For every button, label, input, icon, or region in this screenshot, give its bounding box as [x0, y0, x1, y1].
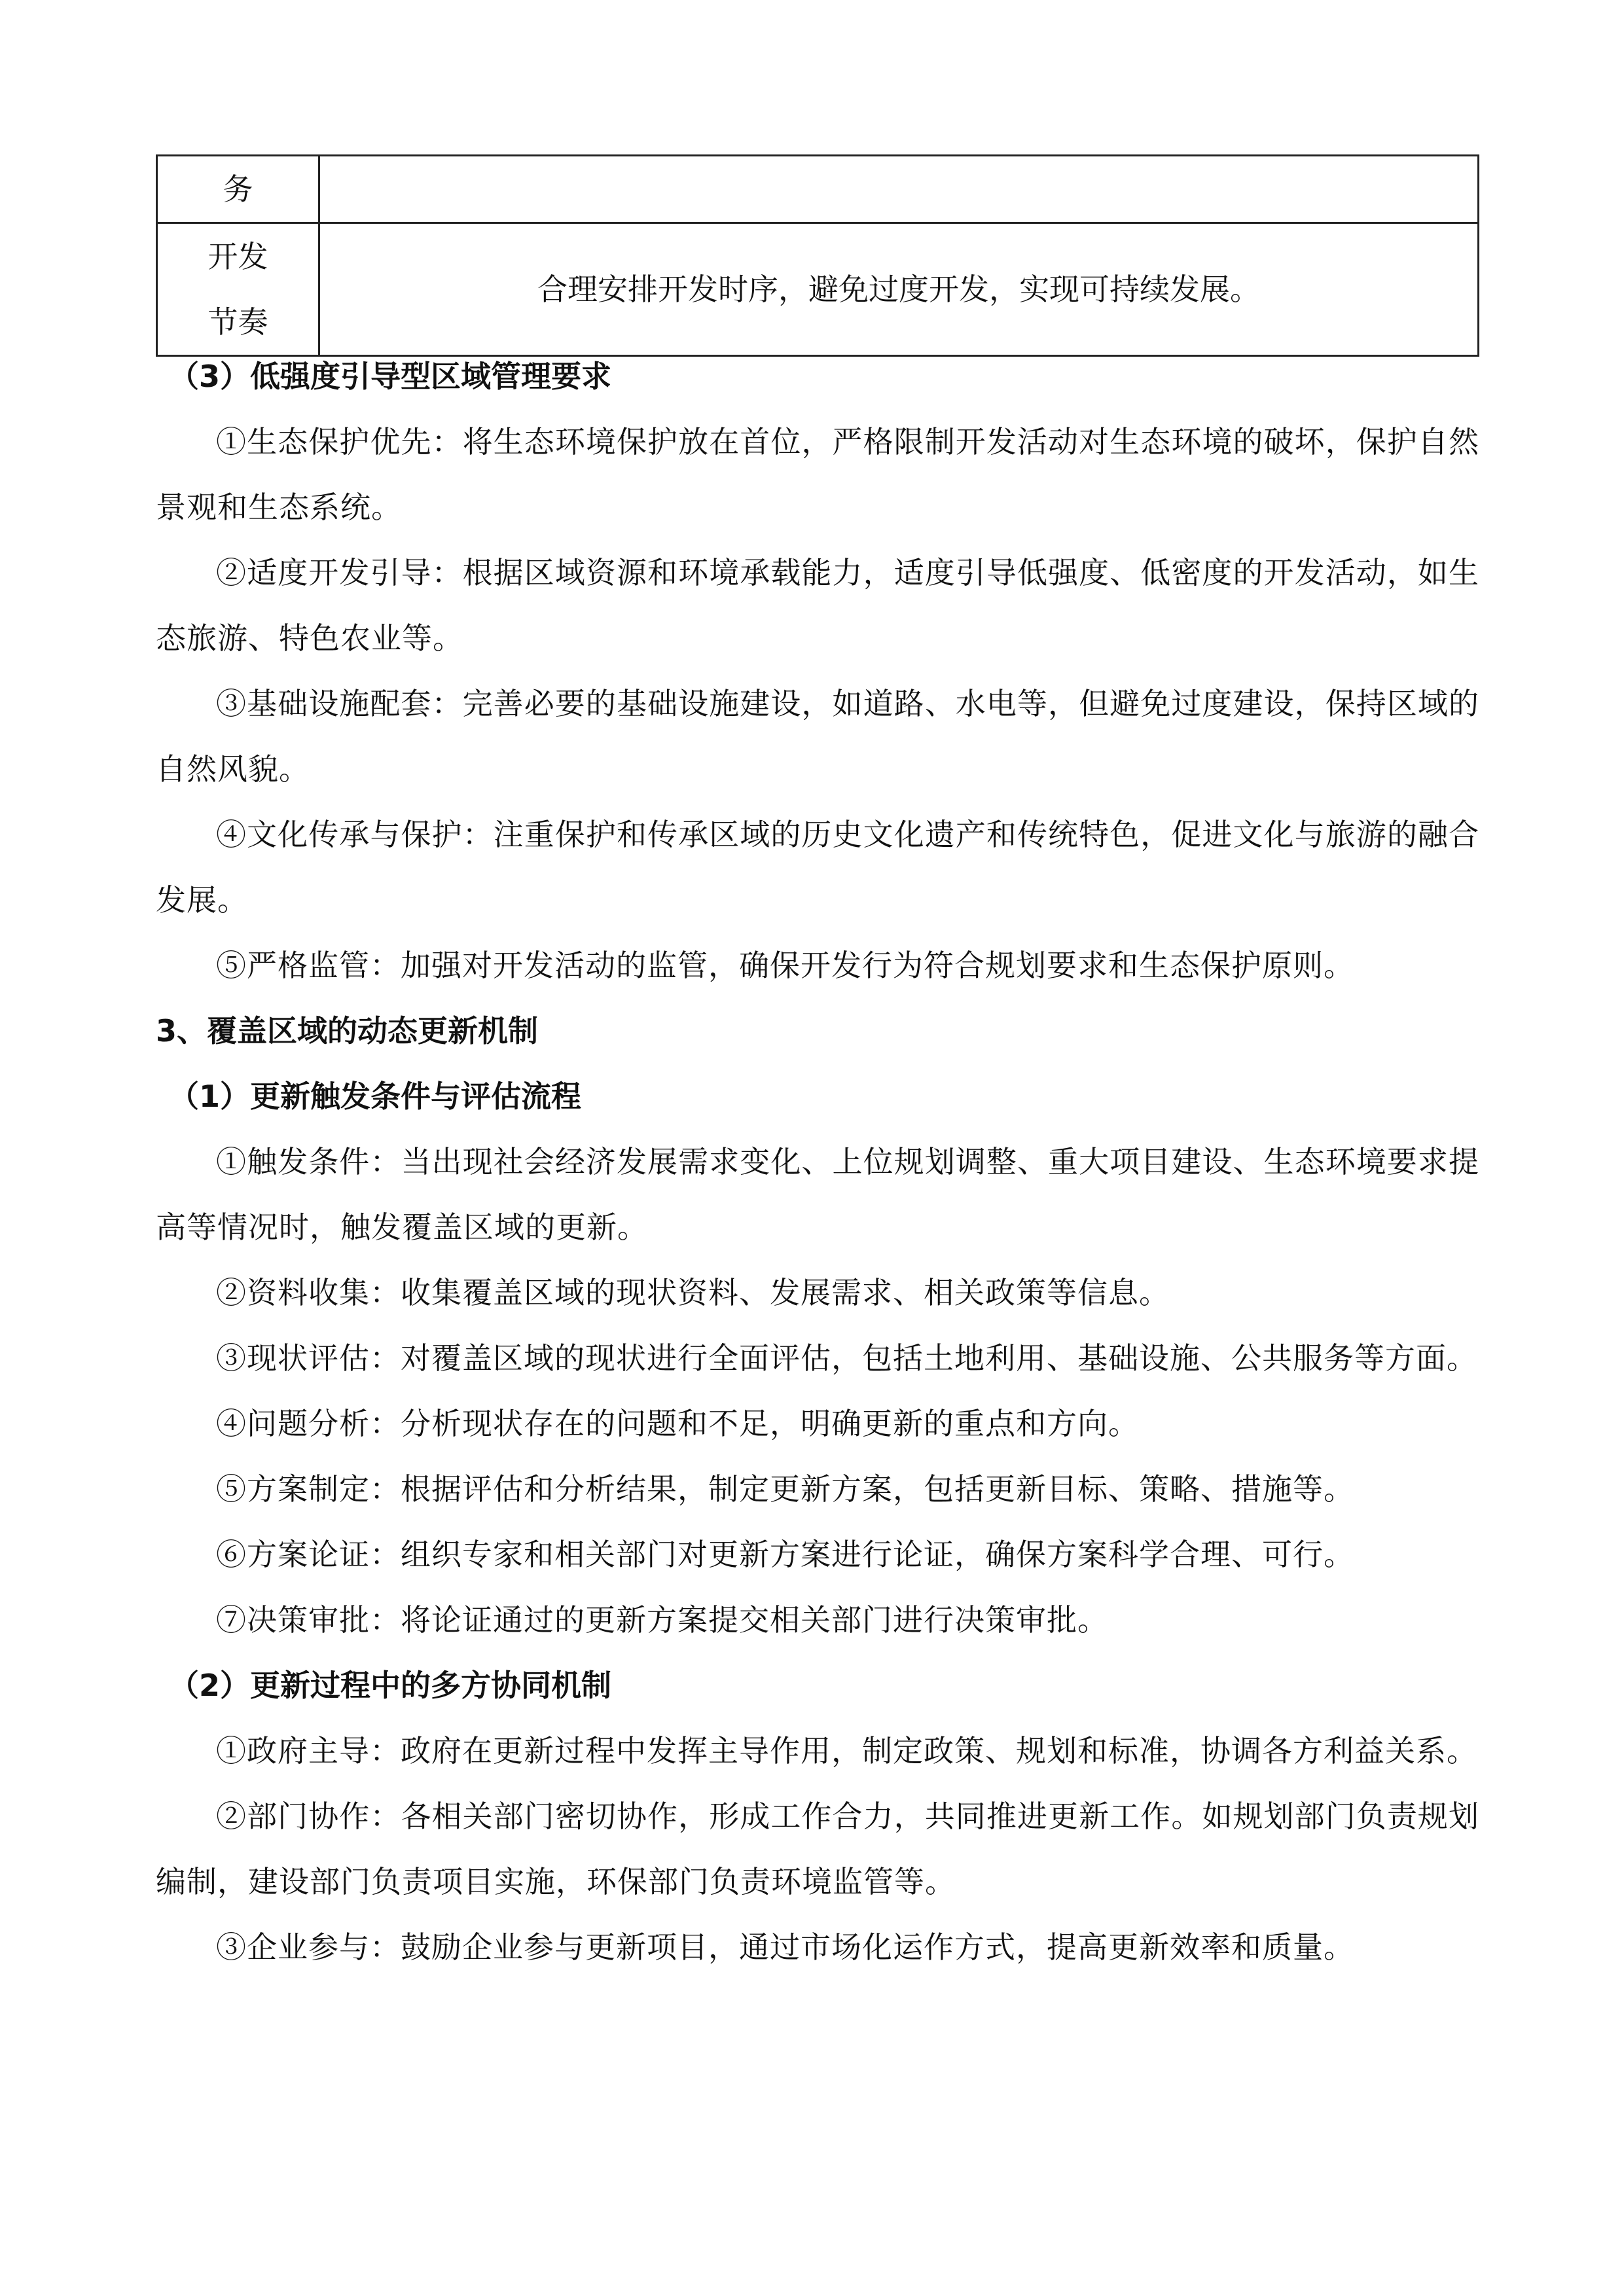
table-row — [157, 156, 1479, 223]
paragraph: ⑤方案制定：根据评估和分析结果，制定更新方案，包括更新目标、策略、措施等。 — [216, 1471, 1354, 1507]
section-heading: （3）低强度引导型区域管理要求 — [169, 359, 612, 394]
paragraph: ③基础设施配套：完善必要的基础设施建设，如道路、水电等，但避免过度建设，保持区域的自然风貌。 — [156, 686, 1479, 787]
paragraph: ②适度开发引导：根据区域资源和环境承载能力，适度引导低强度、低密度的开发活动，如生态旅游、特色农业等。 — [156, 555, 1479, 656]
paragraph: ③现状评估：对覆盖区域的现状进行全面评估，包括土地利用、基础设施、公共服务等方面。 — [216, 1340, 1477, 1376]
section-heading: 3、覆盖区域的动态更新机制 — [156, 1013, 539, 1049]
paragraph: ⑤严格监管：加强对开发活动的监管，确保开发行为符合规划要求和生态保护原则。 — [216, 948, 1354, 983]
table-value-cell — [319, 156, 1479, 223]
paragraph: ⑥方案论证：组织专家和相关部门对更新方案进行论证，确保方案科学合理、可行。 — [216, 1537, 1354, 1572]
table-label-cell: 务 — [157, 156, 319, 223]
table-label-text: 开发节奏 — [208, 239, 268, 340]
table-label-cell — [157, 223, 319, 356]
paragraph: ⑦决策审批：将论证通过的更新方案提交相关部门进行决策审批。 — [216, 1602, 1108, 1638]
paragraph: ①生态保护优先：将生态环境保护放在首位，严格限制开发活动对生态环境的破坏，保护自然景观和生态系统。 — [156, 424, 1479, 525]
paragraph: ③企业参与：鼓励企业参与更新项目，通过市场化运作方式，提高更新效率和质量。 — [216, 1929, 1354, 1965]
table-value-cell: 合理安排开发时序，避免过度开发，实现可持续发展。 — [319, 223, 1479, 356]
subsection-heading: （1）更新触发条件与评估流程 — [169, 1079, 582, 1114]
table-row — [157, 223, 1479, 356]
subsection-heading: （2）更新过程中的多方协同机制 — [169, 1668, 612, 1703]
paragraph: ①政府主导：政府在更新过程中发挥主导作用，制定政策、规划和标准，协调各方利益关系。 — [216, 1733, 1477, 1768]
continuation-table — [156, 154, 1479, 357]
paragraph: ①触发条件：当出现社会经济发展需求变化、上位规划调整、重大项目建设、生态环境要求提高等情况时，触发覆盖区域的更新。 — [156, 1144, 1479, 1245]
paragraph: ②部门协作：各相关部门密切协作，形成工作合力，共同推进更新工作。如规划部门负责规划编制，建设部门负责项目实施，环保部门负责环境监管等。 — [156, 1799, 1479, 1899]
paragraph: ④文化传承与保护：注重保护和传承区域的历史文化遗产和传统特色，促进文化与旅游的融合发展。 — [156, 817, 1479, 918]
paragraph: ④问题分析：分析现状存在的问题和不足，明确更新的重点和方向。 — [216, 1406, 1139, 1441]
paragraph: ②资料收集：收集覆盖区域的现状资料、发展需求、相关政策等信息。 — [216, 1275, 1170, 1310]
document-body — [156, 344, 1479, 1980]
